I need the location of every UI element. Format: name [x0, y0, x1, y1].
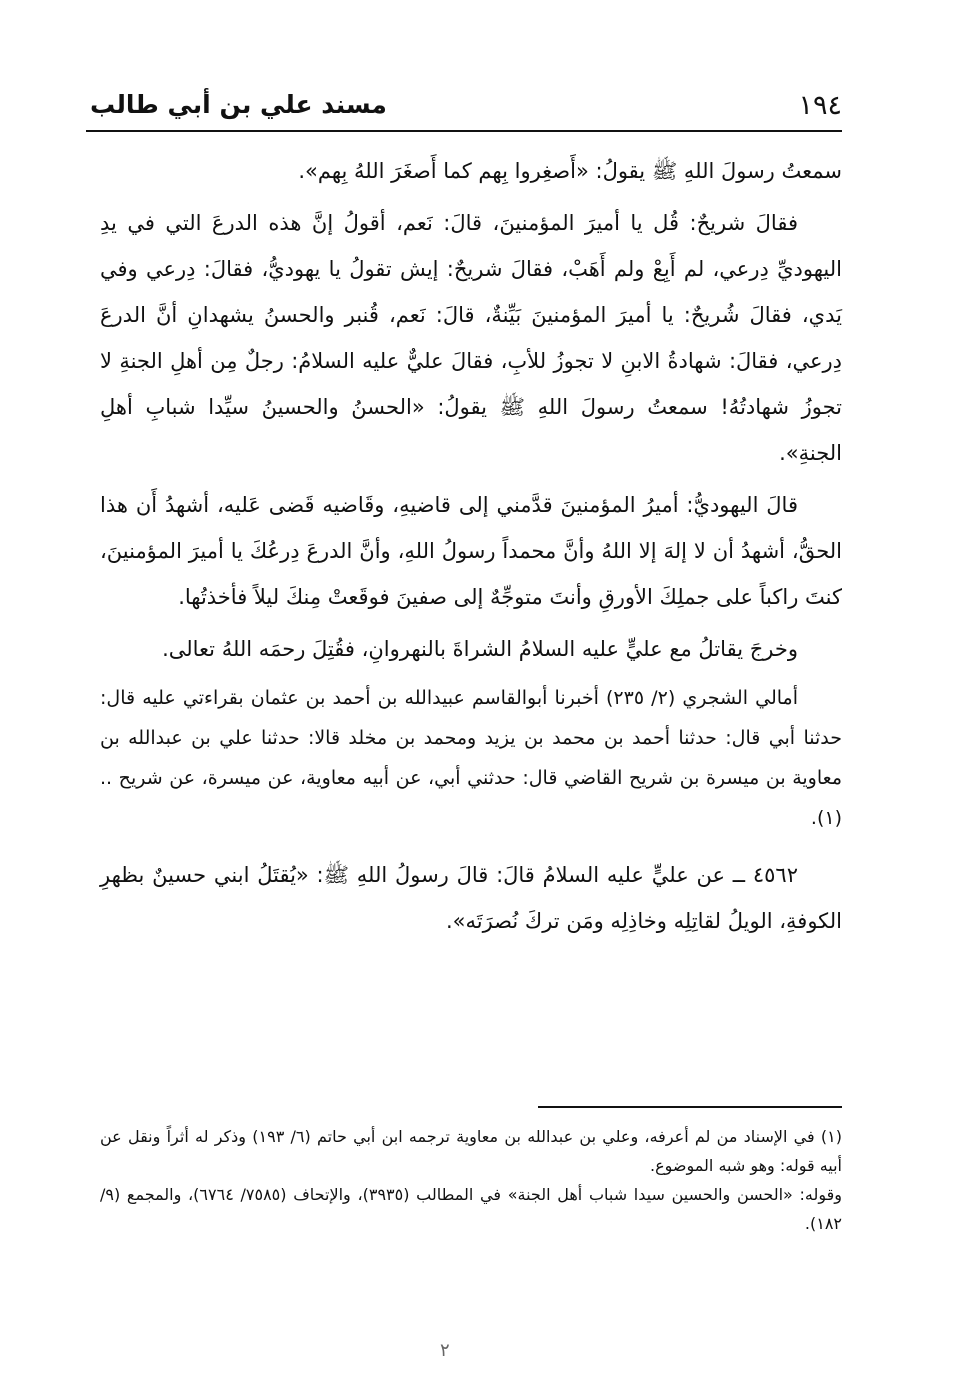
paragraph-4: وخرجَ يقاتلُ مع عليٍّ عليه السلامُ الشراةَ بالنهروانِ، فقُتِلَ رحمَه اللهُ تعالى.: [162, 637, 798, 661]
footnote-1-continuation: وقوله: «الحسن والحسين سيدا شباب أهل الجنة» في المطالب (٣٩٣٥)، والإتحاف (٧٥٨٥/ ٦٧٦٤)، والمجمع (٩/ ١٨٢).: [100, 1185, 843, 1233]
paragraph-2: فقالَ شريحٌ: قُل يا أميرَ المؤمنينَ، قالَ: نَعم، أقولُ إنَّ هذه الدرعَ التي في يدِ اليهوديِّ دِرعي، لم أَبِعْ ولم أَهَبْ، فقالَ شريحٌ: إيش تقولُ يا يهوديُّ، فقالَ: دِرعي وفي يَدي، فقالَ شُريحٌ: يا أميرَ المؤمنينَ بَيِّنةٌ، قالَ: نَعم، قُنبر والحسنُ يشهدانِ أنَّ الدرعَ دِرعي، فقالَ: شهادةُ الابنِ لا تجوزُ للأبِ، فقالَ عليٌّ عليه السلامُ: رجلٌ مِن أهلِ الجنةِ لا تجوزُ شهادتُهُ! سمعتُ رسولَ اللهِ ﷺ يقولُ: «الحسنُ والحسينُ سيِّدا شبابِ أهلِ الجنةِ».: [100, 211, 842, 465]
source-citation: أمالي الشجري (٢/ ٢٣٥) أخبرنا أبوالقاسم عبيدالله بن أحمد بن عثمان بقراءتي عليه قال: حدثنا أبي قال: حدثنا أحمد بن محمد بن يزيد ومحمد بن مخلد قالا: حدثنا علي بن عبدالله بن معاوية بن ميسرة بن شريح القاضي قال: حدثني أبي، عن أبيه معاوية، عن ميسرة، عن شريح .. (١).: [100, 687, 842, 829]
footnote-1: (١) في الإسناد من لم أعرفه، وعلي بن عبدالله بن معاوية ترجمه ابن أبي حاتم (٦/ ١٩٣) وذكر له أثراً ونقل عن أبيه قوله: وهو شبه الموضوع.: [100, 1127, 842, 1175]
page-number: ١٩٤: [798, 90, 842, 121]
paragraph-1: سمعتُ رسولَ اللهِ ﷺ يقولُ: «أَصغِروا بِهم كما أَصغَرَ اللهُ بِهم».: [298, 159, 842, 183]
hadith-4562: ٤٥٦٢ ــ عن عليٍّ عليه السلامُ قالَ: قالَ رسولُ اللهِ ﷺ: «يُقتَلُ ابني حسينٌ بظهرِ الكوفةِ، الويلُ لقاتِلِه وخاذِلِه ومَن تركَ نُصرَتَه».: [100, 863, 842, 933]
footnote-rule: [538, 1106, 842, 1108]
paragraph-3: قالَ اليهوديُّ: أميرُ المؤمنينَ قدَّمني إلى قاضيهِ، وقَاضيه قَضى عَليه، أشهدُ أَن هذا الحقُّ، أشهدُ أن لا إلهَ إلا اللهُ وأنَّ محمداً رسولُ اللهِ، وأنَّ الدرعَ دِرعُكَ يا أميرَ المؤمنينَ، كنتَ راكباً على جملِكَ الأورقِ وأنتَ متوجِّهٌ إلى صفينَ فوقَعتْ مِنكَ ليلاً فأخذتُها.: [100, 493, 842, 609]
signature-mark: ٢: [440, 1340, 450, 1361]
page-header: [86, 86, 842, 128]
header-rule: [86, 130, 842, 132]
running-title: مسند علي بن أبي طالب: [90, 90, 387, 119]
main-text: [100, 148, 842, 950]
footnotes: [100, 1122, 842, 1238]
